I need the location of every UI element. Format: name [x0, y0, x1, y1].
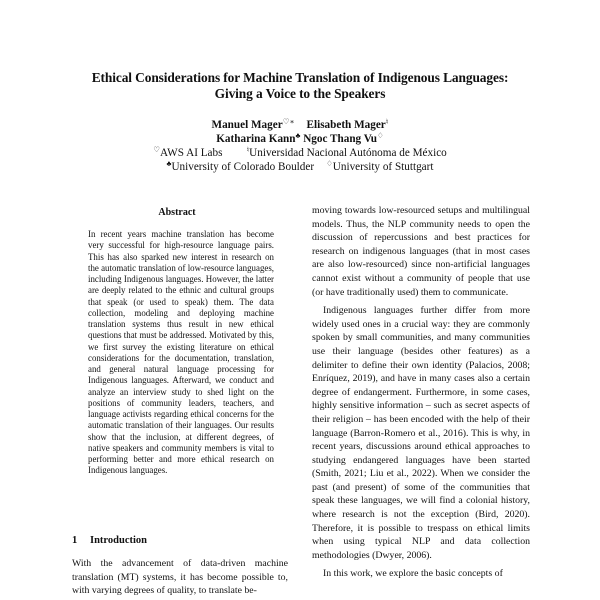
author-line-1	[40, 118, 560, 132]
affiliation: University of Colorado Boulder	[171, 161, 315, 173]
title-line-2: Giving a Voice to the Speakers	[214, 86, 386, 101]
paragraph: In this work, we explore the basic concepts of	[323, 568, 503, 580]
author-name: Manuel Mager	[211, 119, 283, 131]
section-heading-introduction	[72, 535, 147, 546]
author-name: Elisabeth Mager	[306, 119, 386, 131]
abstract-text: In recent years machine translation has become very successful for high-resource language pairs. This has also sparked new interest in research on the automatic translation of low-resource languages, including Indigenous languages. However, the latter are deeply related to the ethnic and cultural groups that speak (or used to speak) them. The data collection, modeling and deploying machine translation systems thus result in new ethical questions that must be addressed. Motivated by this, we first survey the existing literature on ethical considerations for the documentation, translation, and general natural language processing for Indigenous languages. Afterward, we conduct and analyze an interview study to shed light on the positions of community leaders, teachers, and language activists regarding ethical concerns for the automatic translation of their languages. Our results show that the inclusion, at different degrees, of native speakers and community members is vital to performing better and more ethical research on Indigenous languages.	[88, 229, 274, 476]
author-mark: ♣	[295, 131, 301, 140]
section-title: Introduction	[90, 535, 147, 546]
affiliation-mark: ♮	[246, 145, 250, 154]
author-mark: ♢	[377, 131, 384, 140]
affiliation-mark: ♡	[153, 145, 160, 154]
right-column	[312, 204, 530, 600]
paper-title	[40, 70, 560, 102]
introduction-text: With the advancement of data-driven machine translation (MT) systems, it has become possible to, with varying degrees of quality, to translate be-	[72, 558, 288, 597]
affiliation-line-1	[40, 146, 560, 160]
paragraph: Indigenous languages further differ from more widely used ones in a crucial way: they are commonly spoken by small communities, and many communities use their language (besides other features) as a delimiter to define their own identity (Palacios, 2008; Enríquez, 2019), and have in many cases also a certain degree of endangerment. Furthermore, in some cases, highly sensitive information – such as secret aspects of their religion – has been encoded with the help of their language (Barron-Romero et al., 2016). This is why, in recent years, discussions around ethical approaches to studying endangered languages have been started (Smith, 2021; Liu et al., 2022). When we consider the past (and present) of some of the communities that speak these languages, we will find a colonial history, where research is not the exception (Bird, 2020). Therefore, it is possible to trespass on ethical limits when using typical NLP and data collection methodologies (Dwyer, 2006).	[312, 305, 530, 561]
author-block	[40, 118, 560, 174]
author-line-2	[40, 132, 560, 146]
author-mark: ♡∗	[282, 117, 295, 126]
affiliation-mark: ♣	[166, 159, 172, 168]
affiliation: AWS AI Labs	[159, 147, 223, 159]
author-mark: ♮	[385, 117, 389, 126]
abstract-heading: Abstract	[158, 207, 196, 218]
author-name: Katharina Kann	[216, 133, 296, 145]
affiliation: Universidad Nacional Autónoma de México	[249, 147, 447, 159]
author-name: Ngoc Thang Vu	[303, 133, 378, 145]
affiliation-line-2	[40, 160, 560, 174]
section-number: 1	[72, 535, 78, 546]
affiliation-mark: ♢	[326, 159, 333, 168]
affiliation: University of Stuttgart	[332, 161, 434, 173]
paragraph: moving towards low-resourced setups and multilingual models. Thus, the NLP community needs to open the discussion of repercussions and best practices for research on indigenous languages (that in most cases are also low-resourced) since non-artificial languages cannot exist without a community of people that use (or have traditionally used) them to communicate.	[312, 205, 530, 298]
title-line-1: Ethical Considerations for Machine Translation of Indigenous Languages:	[91, 70, 509, 85]
